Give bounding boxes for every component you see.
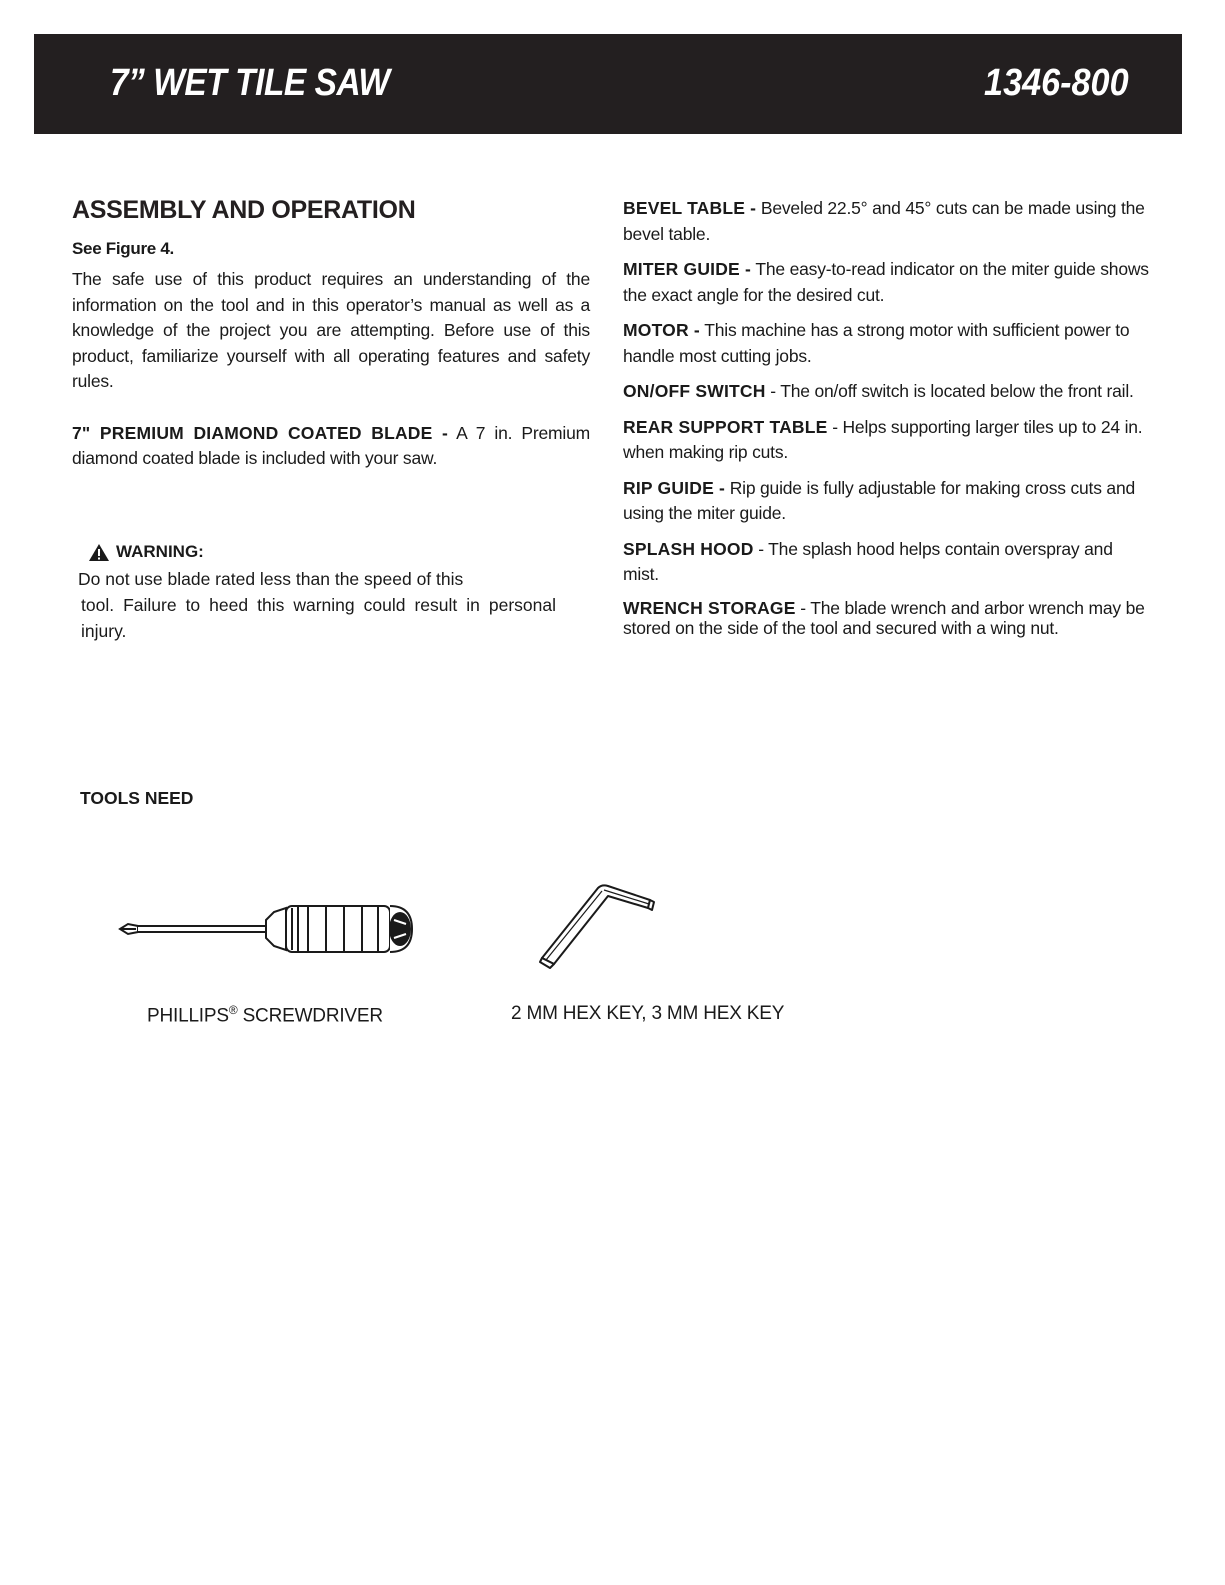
feature-item [623,257,1153,308]
blade-lead: 7" PREMIUM DIAMOND COATED BLADE - [72,422,449,443]
warning-label: WARNING: [116,542,204,561]
feature-text: This machine has a strong motor with sufficient power to handle most cutting jobs. [623,320,1130,366]
feature-text: Rip guide is fully adjustable for making cross cuts and using the miter guide. [623,477,1136,523]
feature-text: - The on/off switch is located below the front rail. [765,381,1134,401]
screwdriver-icon [114,898,416,960]
warning-heading [88,542,556,562]
warning-block [78,542,556,644]
feature-item [623,415,1153,466]
feature-lead: MITER GUIDE - [623,259,752,279]
registered-mark: ® [228,1003,238,1017]
warning-line-1: Do not use blade rated less than the speed of this [78,569,464,589]
right-column [623,196,1153,648]
section-title: ASSEMBLY AND OPERATION [72,196,416,224]
feature-lead: MOTOR - [623,320,700,340]
page-title: 7” WET TILE SAW [110,62,390,104]
warning-line-2: tool. Failure to heed this warning could result in personal injury. [81,595,556,641]
feature-lead: SPLASH HOOD [623,538,754,559]
blade-paragraph [72,421,590,472]
feature-lead: ON/OFF SWITCH [623,381,766,401]
feature-text: - Helps supporting larger tiles up to 24 in. when making rip cuts. [623,416,1143,462]
screwdriver-caption [147,1003,383,1027]
feature-text: - The blade wrench and arbor wrench may be stored on the side of the tool and secured with a wing nut. [623,597,1145,638]
tools-title: TOOLS NEED [80,788,194,808]
left-column [72,196,590,472]
warning-text [78,566,556,644]
feature-text: The easy-to-read indicator on the miter guide shows the exact angle for the desired cut. [623,259,1149,305]
feature-lead: REAR SUPPORT TABLE [623,416,828,437]
hex-key-icon [536,880,658,970]
feature-item [623,379,1153,405]
feature-lead: WRENCH STORAGE [623,597,796,618]
screwdriver-suffix: SCREWDRIVER [237,1005,383,1027]
feature-text: - The splash hood helps contain overspray and mist. [623,538,1113,584]
warning-triangle-icon [88,543,110,562]
feature-item [623,476,1153,527]
model-number: 1346-800 [984,62,1129,104]
feature-text: Beveled 22.5° and 45° cuts can be made using the bevel table. [623,198,1145,244]
screwdriver-name: PHILLIPS [147,1005,229,1027]
feature-lead: RIP GUIDE - [623,477,726,498]
figure-reference: See Figure 4. [72,239,174,258]
intro-paragraph: The safe use of this product requires an understanding of the information on the tool and in this operator’s manual as well as a knowledge of the project you are attempting. Before use of this product, familiarize yourself with all operating features and safety rules. [72,269,590,391]
feature-lead: BEVEL TABLE - [623,198,757,218]
hex-key-caption: 2 MM HEX KEY, 3 MM HEX KEY [511,1003,785,1024]
feature-item [623,318,1153,369]
feature-item [623,196,1153,247]
feature-item [623,537,1153,588]
feature-item [623,598,1153,638]
blade-text: A 7 in. Premium diamond coated blade is included with your saw. [72,422,590,468]
